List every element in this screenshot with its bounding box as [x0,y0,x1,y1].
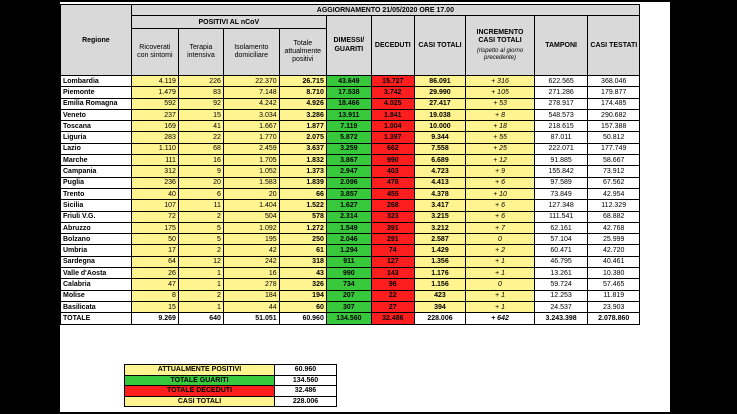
cell-incremento: + 642 [466,313,535,324]
cell-casi-testati: 179.877 [588,87,640,98]
cell-casi-testati: 25.999 [588,234,640,245]
table-row [61,76,640,87]
cell-dimessi: 43.649 [326,76,371,87]
cell-terapia: 92 [178,98,223,109]
cell-deceduti: 1.004 [371,121,414,132]
cell-casi-testati: 23.903 [588,301,640,312]
cell-deceduti: 22 [371,290,414,301]
cell-casi-testati: 177.749 [588,143,640,154]
cell-casi-totali: 1.156 [414,279,465,290]
cell-deceduti: 323 [371,211,414,222]
cell-casi-testati: 174.485 [588,98,640,109]
summary-row [125,375,337,386]
cell-deceduti: 127 [371,256,414,267]
cell-casi-totali: 423 [414,290,465,301]
cell-totale-positivi: 60 [279,301,326,312]
cell-dimessi: 1.294 [326,245,371,256]
cell-deceduti: 268 [371,200,414,211]
cell-incremento: + 6 [466,177,535,188]
cell-totale-positivi: 318 [279,256,326,267]
cell-isolamento: 195 [223,234,279,245]
cell-totale-positivi: 250 [279,234,326,245]
cell-dimessi: 2.046 [326,234,371,245]
cell-region: Veneto [61,109,132,120]
cell-casi-totali: 86.091 [414,76,465,87]
cell-isolamento: 2.459 [223,143,279,154]
summary-row [125,365,337,376]
cell-incremento: + 25 [466,143,535,154]
cell-dimessi: 207 [326,290,371,301]
summary-table [124,364,337,407]
cell-region: Sardegna [61,256,132,267]
summary-label: ATTUALMENTE POSITIVI [125,365,275,376]
table-row [61,222,640,233]
cell-region: Umbria [61,245,132,256]
cell-ricoverati: 8 [131,290,178,301]
cell-ricoverati: 9.269 [131,313,178,324]
header-incremento-label: INCREMENTO CASI TOTALI [476,28,524,45]
cell-terapia: 22 [178,132,223,143]
cell-totale-positivi: 578 [279,211,326,222]
cell-casi-testati: 42.720 [588,245,640,256]
cell-ricoverati: 47 [131,279,178,290]
table-row [61,166,640,177]
cell-totale-positivi: 3.637 [279,143,326,154]
cell-tamponi: 548.573 [534,109,588,120]
cell-tamponi: 622.565 [534,76,588,87]
cell-incremento: + 105 [466,87,535,98]
cell-incremento: + 6 [466,211,535,222]
table-row [61,301,640,312]
cell-incremento: + 10 [466,188,535,199]
cell-region: Valle d'Aosta [61,268,132,279]
cell-ricoverati: 175 [131,222,178,233]
covid-region-table [60,4,640,325]
cell-dimessi: 134.560 [326,313,371,324]
cell-totale-positivi: 1.522 [279,200,326,211]
cell-casi-totali: 3.212 [414,222,465,233]
cell-deceduti: 455 [371,188,414,199]
cell-region: Friuli V.G. [61,211,132,222]
table-row [61,200,640,211]
cell-isolamento: 42 [223,245,279,256]
cell-totale-positivi: 3.286 [279,109,326,120]
cell-tamponi: 57.104 [534,234,588,245]
cell-incremento: + 1 [466,256,535,267]
summary-label: TOTALE GUARITI [125,375,275,386]
cell-deceduti: 143 [371,268,414,279]
cell-casi-testati: 50.812 [588,132,640,143]
cell-terapia: 1 [178,279,223,290]
cell-totale-positivi: 26.715 [279,76,326,87]
cell-casi-testati: 10.380 [588,268,640,279]
cell-isolamento: 1.667 [223,121,279,132]
cell-incremento: + 6 [466,200,535,211]
cell-isolamento: 1.404 [223,200,279,211]
cell-dimessi: 1.627 [326,200,371,211]
cell-ricoverati: 4.119 [131,76,178,87]
cell-totale-positivi: 61 [279,245,326,256]
cell-tamponi: 3.243.398 [534,313,588,324]
cell-ricoverati: 15 [131,301,178,312]
cell-isolamento: 4.242 [223,98,279,109]
cell-region: Lazio [61,143,132,154]
header-tamponi: TAMPONI [534,16,588,76]
cell-totale-positivi: 60.960 [279,313,326,324]
cell-dimessi: 18.466 [326,98,371,109]
cell-deceduti: 96 [371,279,414,290]
cell-ricoverati: 17 [131,245,178,256]
cell-region: Trento [61,188,132,199]
cell-region: Basilicata [61,301,132,312]
table-row [61,279,640,290]
cell-incremento: + 9 [466,166,535,177]
cell-casi-testati: 11.819 [588,290,640,301]
cell-totale-positivi: 66 [279,188,326,199]
cell-totale-positivi: 1.877 [279,121,326,132]
header-deceduti: DECEDUTI [371,16,414,76]
cell-dimessi: 2.314 [326,211,371,222]
cell-casi-totali: 29.990 [414,87,465,98]
cell-terapia: 12 [178,256,223,267]
table-row [61,87,640,98]
header-totale-positivi: Totale attualmente positivi [279,29,326,76]
table-row [61,256,640,267]
cell-incremento: + 1 [466,290,535,301]
cell-dimessi: 307 [326,301,371,312]
cell-incremento: 0 [466,279,535,290]
cell-casi-testati: 73.912 [588,166,640,177]
cell-incremento: 0 [466,234,535,245]
summary-label: CASI TOTALI [125,396,275,407]
cell-terapia: 41 [178,121,223,132]
cell-casi-totali: 7.558 [414,143,465,154]
cell-totale-positivi: 326 [279,279,326,290]
cell-isolamento: 1.092 [223,222,279,233]
cell-terapia: 16 [178,155,223,166]
cell-dimessi: 1.549 [326,222,371,233]
header-casi-totali: CASI TOTALI [414,16,465,76]
cell-ricoverati: 50 [131,234,178,245]
cell-ricoverati: 236 [131,177,178,188]
cell-isolamento: 1.052 [223,166,279,177]
cell-tamponi: 97.589 [534,177,588,188]
summary-label: TOTALE DECEDUTI [125,386,275,397]
summary-body [125,365,337,407]
cell-casi-testati: 40.461 [588,256,640,267]
cell-casi-testati: 2.078.860 [588,313,640,324]
header-positivi-group: POSITIVI AL nCoV [131,16,326,29]
cell-region: Puglia [61,177,132,188]
cell-dimessi: 990 [326,268,371,279]
cell-incremento: + 12 [466,155,535,166]
cell-casi-testati: 112.329 [588,200,640,211]
cell-casi-totali: 228.006 [414,313,465,324]
cell-deceduti: 27 [371,301,414,312]
cell-incremento: + 1 [466,268,535,279]
cell-casi-totali: 6.689 [414,155,465,166]
cell-deceduti: 291 [371,234,414,245]
cell-casi-totali: 27.417 [414,98,465,109]
cell-tamponi: 24.537 [534,301,588,312]
cell-deceduti: 990 [371,155,414,166]
cell-deceduti: 478 [371,177,414,188]
cell-isolamento: 184 [223,290,279,301]
cell-tamponi: 111.541 [534,211,588,222]
cell-casi-totali: 10.000 [414,121,465,132]
table-row [61,109,640,120]
summary-value: 228.006 [275,396,337,407]
cell-incremento: + 7 [466,222,535,233]
cell-deceduti: 3.742 [371,87,414,98]
cell-casi-testati: 58.667 [588,155,640,166]
cell-totale-positivi: 4.926 [279,98,326,109]
cell-ricoverati: 72 [131,211,178,222]
cell-region: Lombardia [61,76,132,87]
cell-dimessi: 2.096 [326,177,371,188]
cell-dimessi: 7.119 [326,121,371,132]
cell-tamponi: 12.253 [534,290,588,301]
cell-incremento: + 316 [466,76,535,87]
cell-incremento: + 2 [466,245,535,256]
summary-row [125,386,337,397]
cell-ricoverati: 592 [131,98,178,109]
cell-tamponi: 87.011 [534,132,588,143]
cell-casi-totali: 19.038 [414,109,465,120]
cell-isolamento: 51.051 [223,313,279,324]
cell-casi-totali: 4.723 [414,166,465,177]
cell-casi-totali: 394 [414,301,465,312]
cell-isolamento: 242 [223,256,279,267]
cell-tamponi: 13.261 [534,268,588,279]
cell-isolamento: 1.770 [223,132,279,143]
cell-casi-testati: 57.465 [588,279,640,290]
cell-isolamento: 22.370 [223,76,279,87]
cell-totale-positivi: 1.832 [279,155,326,166]
cell-casi-testati: 68.882 [588,211,640,222]
cell-region: Campania [61,166,132,177]
cell-terapia: 9 [178,166,223,177]
table-row [61,143,640,154]
table-body [61,76,640,325]
cell-region: Toscana [61,121,132,132]
cell-region: TOTALE [61,313,132,324]
table-row [61,290,640,301]
cell-casi-totali: 4.378 [414,188,465,199]
cell-incremento: + 55 [466,132,535,143]
cell-dimessi: 911 [326,256,371,267]
cell-ricoverati: 169 [131,121,178,132]
table-title: AGGIORNAMENTO 21/05/2020 ORE 17.00 [131,5,639,16]
table-row [61,132,640,143]
table-row [61,211,640,222]
cell-isolamento: 16 [223,268,279,279]
cell-isolamento: 1.705 [223,155,279,166]
cell-casi-totali: 1.356 [414,256,465,267]
cell-tamponi: 271.286 [534,87,588,98]
cell-tamponi: 73.849 [534,188,588,199]
summary-row [125,396,337,407]
summary-value: 32.486 [275,386,337,397]
summary-value: 134.560 [275,375,337,386]
cell-deceduti: 403 [371,166,414,177]
cell-region: Liguria [61,132,132,143]
summary-value: 60.960 [275,365,337,376]
cell-deceduti: 662 [371,143,414,154]
cell-casi-testati: 67.562 [588,177,640,188]
cell-casi-totali: 1.176 [414,268,465,279]
totals-row [61,313,640,324]
cell-ricoverati: 107 [131,200,178,211]
cell-terapia: 1 [178,268,223,279]
cell-dimessi: 3.857 [326,188,371,199]
cell-dimessi: 13.911 [326,109,371,120]
cell-ricoverati: 64 [131,256,178,267]
cell-casi-totali: 9.344 [414,132,465,143]
cell-tamponi: 91.885 [534,155,588,166]
cell-isolamento: 278 [223,279,279,290]
cell-deceduti: 4.025 [371,98,414,109]
cell-dimessi: 3.867 [326,155,371,166]
cell-terapia: 5 [178,222,223,233]
cell-casi-totali: 3.417 [414,200,465,211]
cell-deceduti: 15.727 [371,76,414,87]
cell-totale-positivi: 43 [279,268,326,279]
header-isolamento: Isolamento domiciliare [223,29,279,76]
cell-casi-testati: 157.388 [588,121,640,132]
cell-terapia: 15 [178,109,223,120]
cell-totale-positivi: 8.710 [279,87,326,98]
table-row [61,234,640,245]
table-row [61,245,640,256]
cell-isolamento: 7.148 [223,87,279,98]
cell-incremento: + 8 [466,109,535,120]
cell-casi-testati: 42.954 [588,188,640,199]
cell-terapia: 11 [178,200,223,211]
cell-tamponi: 46.795 [534,256,588,267]
cell-isolamento: 20 [223,188,279,199]
table-row [61,155,640,166]
cell-ricoverati: 1.479 [131,87,178,98]
cell-dimessi: 734 [326,279,371,290]
cell-terapia: 2 [178,211,223,222]
cell-terapia: 1 [178,301,223,312]
cell-totale-positivi: 2.075 [279,132,326,143]
cell-deceduti: 1.841 [371,109,414,120]
cell-casi-totali: 4.413 [414,177,465,188]
cell-dimessi: 3.259 [326,143,371,154]
cell-isolamento: 3.034 [223,109,279,120]
cell-region: Piemonte [61,87,132,98]
header-incremento-note: (rispetto al giorno precedente) [476,47,524,61]
cell-incremento: + 1 [466,301,535,312]
cell-terapia: 83 [178,87,223,98]
cell-ricoverati: 26 [131,268,178,279]
cell-tamponi: 127.348 [534,200,588,211]
header-ricoverati: Ricoverati con sintomi [131,29,178,76]
table-row [61,98,640,109]
table-row [61,268,640,279]
cell-terapia: 2 [178,245,223,256]
cell-region: Bolzano [61,234,132,245]
cell-region: Calabria [61,279,132,290]
cell-deceduti: 32.486 [371,313,414,324]
cell-ricoverati: 111 [131,155,178,166]
cell-terapia: 68 [178,143,223,154]
table-row [61,177,640,188]
cell-incremento: + 53 [466,98,535,109]
report-panel [60,2,670,412]
header-casi-testati: CASI TESTATI [588,16,640,76]
cell-terapia: 640 [178,313,223,324]
cell-ricoverati: 283 [131,132,178,143]
cell-isolamento: 44 [223,301,279,312]
cell-terapia: 20 [178,177,223,188]
cell-terapia: 6 [178,188,223,199]
cell-casi-testati: 42.768 [588,222,640,233]
cell-casi-testati: 368.046 [588,76,640,87]
cell-dimessi: 5.872 [326,132,371,143]
cell-ricoverati: 237 [131,109,178,120]
header-dimessi: DIMESSI/ GUARITI [326,16,371,76]
cell-region: Marche [61,155,132,166]
header-incremento [466,16,535,76]
cell-totale-positivi: 1.373 [279,166,326,177]
cell-dimessi: 2.947 [326,166,371,177]
cell-tamponi: 222.071 [534,143,588,154]
cell-deceduti: 74 [371,245,414,256]
cell-region: Emilia Romagna [61,98,132,109]
cell-region: Molise [61,290,132,301]
header-terapia: Terapia intensiva [178,29,223,76]
cell-casi-totali: 1.429 [414,245,465,256]
header-region: Regione [61,5,132,76]
cell-dimessi: 17.538 [326,87,371,98]
cell-isolamento: 504 [223,211,279,222]
cell-terapia: 226 [178,76,223,87]
cell-tamponi: 60.471 [534,245,588,256]
cell-ricoverati: 40 [131,188,178,199]
cell-tamponi: 62.161 [534,222,588,233]
cell-tamponi: 59.724 [534,279,588,290]
cell-casi-totali: 3.215 [414,211,465,222]
cell-totale-positivi: 194 [279,290,326,301]
cell-casi-testati: 290.682 [588,109,640,120]
cell-region: Sicilia [61,200,132,211]
cell-deceduti: 1.397 [371,132,414,143]
cell-incremento: + 18 [466,121,535,132]
cell-ricoverati: 1.110 [131,143,178,154]
cell-isolamento: 1.583 [223,177,279,188]
table-row [61,121,640,132]
table-row [61,188,640,199]
cell-tamponi: 278.917 [534,98,588,109]
cell-terapia: 5 [178,234,223,245]
cell-tamponi: 155.842 [534,166,588,177]
cell-casi-totali: 2.587 [414,234,465,245]
cell-terapia: 2 [178,290,223,301]
cell-totale-positivi: 1.839 [279,177,326,188]
cell-deceduti: 391 [371,222,414,233]
cell-region: Abruzzo [61,222,132,233]
cell-ricoverati: 312 [131,166,178,177]
cell-totale-positivi: 1.272 [279,222,326,233]
cell-tamponi: 218.615 [534,121,588,132]
